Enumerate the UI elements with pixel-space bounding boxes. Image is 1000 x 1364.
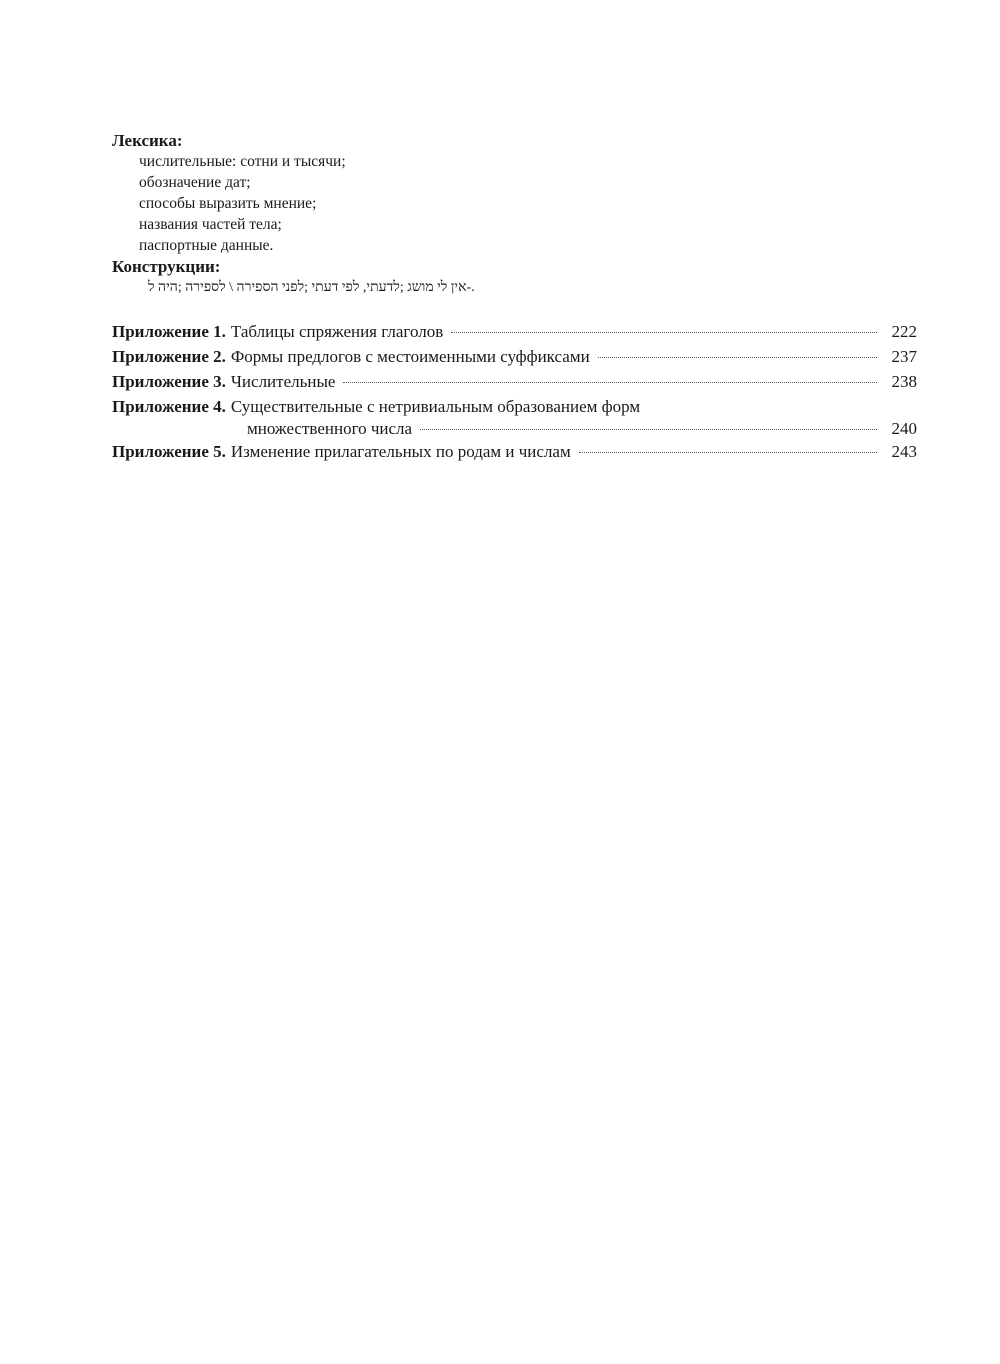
appendix-title: Существительные с нетривиальным образованием форм — [230, 397, 641, 416]
appendix-label: Приложение 1. — [112, 322, 226, 341]
lexicon-item: названия частей тела; — [139, 216, 282, 233]
appendix-entry-3[interactable] — [112, 369, 917, 394]
appendix-entry-1[interactable] — [112, 319, 917, 344]
appendix-page-number: 222 — [891, 322, 917, 341]
appendix-entry-2[interactable] — [112, 344, 917, 369]
lexicon-item: обозначение дат; — [139, 174, 251, 191]
appendix-label: Приложение 5. — [112, 442, 226, 461]
dot-leader — [451, 331, 877, 333]
lexicon-item: способы выразить мнение; — [139, 195, 317, 212]
appendix-label: Приложение 3. — [112, 372, 226, 391]
appendix-title: Таблицы спряжения глаголов — [230, 322, 444, 341]
appendix-title-continued: множественного числа — [247, 419, 413, 438]
appendix-page-number: 240 — [891, 419, 917, 438]
appendix-line — [112, 394, 917, 419]
appendix-page-number: 238 — [891, 372, 917, 391]
appendix-entry-4[interactable] — [112, 394, 917, 439]
constructions-heading: Конструкции: — [112, 257, 221, 276]
appendix-title: Формы предлогов с местоименными суффиксами — [230, 347, 590, 366]
dot-leader — [598, 356, 877, 358]
appendix-entry-5[interactable] — [112, 439, 917, 464]
lexicon-item: паспортные данные. — [139, 237, 274, 254]
appendix-list — [112, 319, 917, 464]
appendix-page-number: 243 — [891, 442, 917, 461]
appendix-page-number: 237 — [891, 347, 917, 366]
dot-leader — [420, 428, 877, 430]
dot-leader — [343, 381, 877, 383]
lexicon-heading: Лексика: — [112, 131, 183, 150]
appendix-label: Приложение 2. — [112, 347, 226, 366]
dot-leader — [579, 451, 877, 453]
appendix-line-continued — [112, 419, 917, 439]
constructions-text: אין לי מושג ;לדעתי, לפי דעתי ;לפני הספירה \ לספירה ;היה ל-. — [148, 280, 475, 295]
appendix-title: Числительные — [230, 372, 336, 391]
content-block — [112, 130, 917, 464]
appendix-title: Изменение прилагательных по родам и числам — [230, 442, 571, 461]
lexicon-item: числительные: сотни и тысячи; — [139, 153, 346, 170]
appendix-label: Приложение 4. — [112, 397, 226, 416]
